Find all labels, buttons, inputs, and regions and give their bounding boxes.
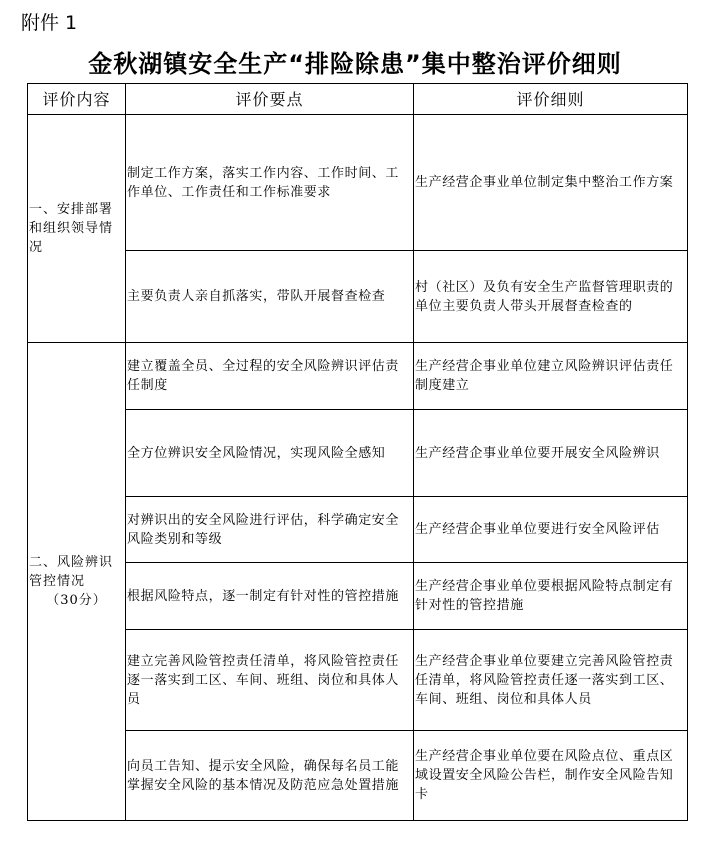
- table-row: [28, 343, 688, 410]
- header-evaluation-details: 评价细则: [414, 84, 688, 115]
- evaluation-detail: 生产经营企事业单位要开展安全风险辨识: [414, 410, 688, 497]
- header-evaluation-content: 评价内容: [28, 84, 126, 115]
- evaluation-point: 建立完善风险管控责任清单，将风险管控责任逐一落实到工区、车间、班组、岗位和具体人员: [126, 630, 414, 731]
- evaluation-detail: 村（社区）及负有安全生产监督管理职责的单位主要负责人带头开展督查检查的: [414, 251, 688, 343]
- table-header-row: [28, 84, 688, 115]
- category-score: （30分）: [46, 593, 107, 608]
- category-cell: [28, 115, 126, 343]
- document-title: 金秋湖镇安全生产“排险除患”集中整治评价细则: [88, 50, 622, 78]
- category-label: 一、安排部署和组织领导情况: [29, 202, 114, 255]
- table-row: [28, 251, 688, 343]
- table-row: [28, 410, 688, 497]
- evaluation-point: 建立覆盖全员、全过程的安全风险辨识评估责任制度: [126, 343, 414, 410]
- evaluation-detail: 生产经营企事业单位要建立完善风险管控责任清单，将风险管控责任逐一落实到工区、车间、班组、岗位和具体人员: [414, 630, 688, 731]
- header-evaluation-points: 评价要点: [126, 84, 414, 115]
- evaluation-point: 对辨识出的安全风险进行评估，科学确定安全风险类别和等级: [126, 497, 414, 563]
- evaluation-detail: 生产经营企事业单位要进行安全风险评估: [414, 497, 688, 563]
- evaluation-point: 向员工告知、提示安全风险，确保每名员工能掌握安全风险的基本情况及防范应急处置措施: [126, 731, 414, 821]
- attachment-label: 附件 1: [21, 12, 78, 34]
- evaluation-detail: 生产经营企事业单位建立风险辨识评估责任制度建立: [414, 343, 688, 410]
- category-cell: [28, 343, 126, 821]
- table-row: [28, 731, 688, 821]
- table-row: [28, 115, 688, 251]
- evaluation-point: 制定工作方案，落实工作内容、工作时间、工作单位、工作责任和工作标准要求: [126, 115, 414, 251]
- evaluation-detail: 生产经营企事业单位要根据风险特点制定有针对性的管控措施: [414, 563, 688, 630]
- evaluation-table: [27, 83, 688, 821]
- evaluation-detail: 生产经营企事业单位要在风险点位、重点区域设置安全风险公告栏，制作安全风险告知卡: [414, 731, 688, 821]
- table-row: [28, 563, 688, 630]
- table-row: [28, 497, 688, 563]
- evaluation-point: 主要负责人亲自抓落实，带队开展督查检查: [126, 251, 414, 343]
- category-label: 二、风险辨识管控情况: [29, 555, 114, 589]
- evaluation-point: 根据风险特点，逐一制定有针对性的管控措施: [126, 563, 414, 630]
- evaluation-point: 全方位辨识安全风险情况，实现风险全感知: [126, 410, 414, 497]
- evaluation-detail: 生产经营企事业单位制定集中整治工作方案: [414, 115, 688, 251]
- table-row: [28, 630, 688, 731]
